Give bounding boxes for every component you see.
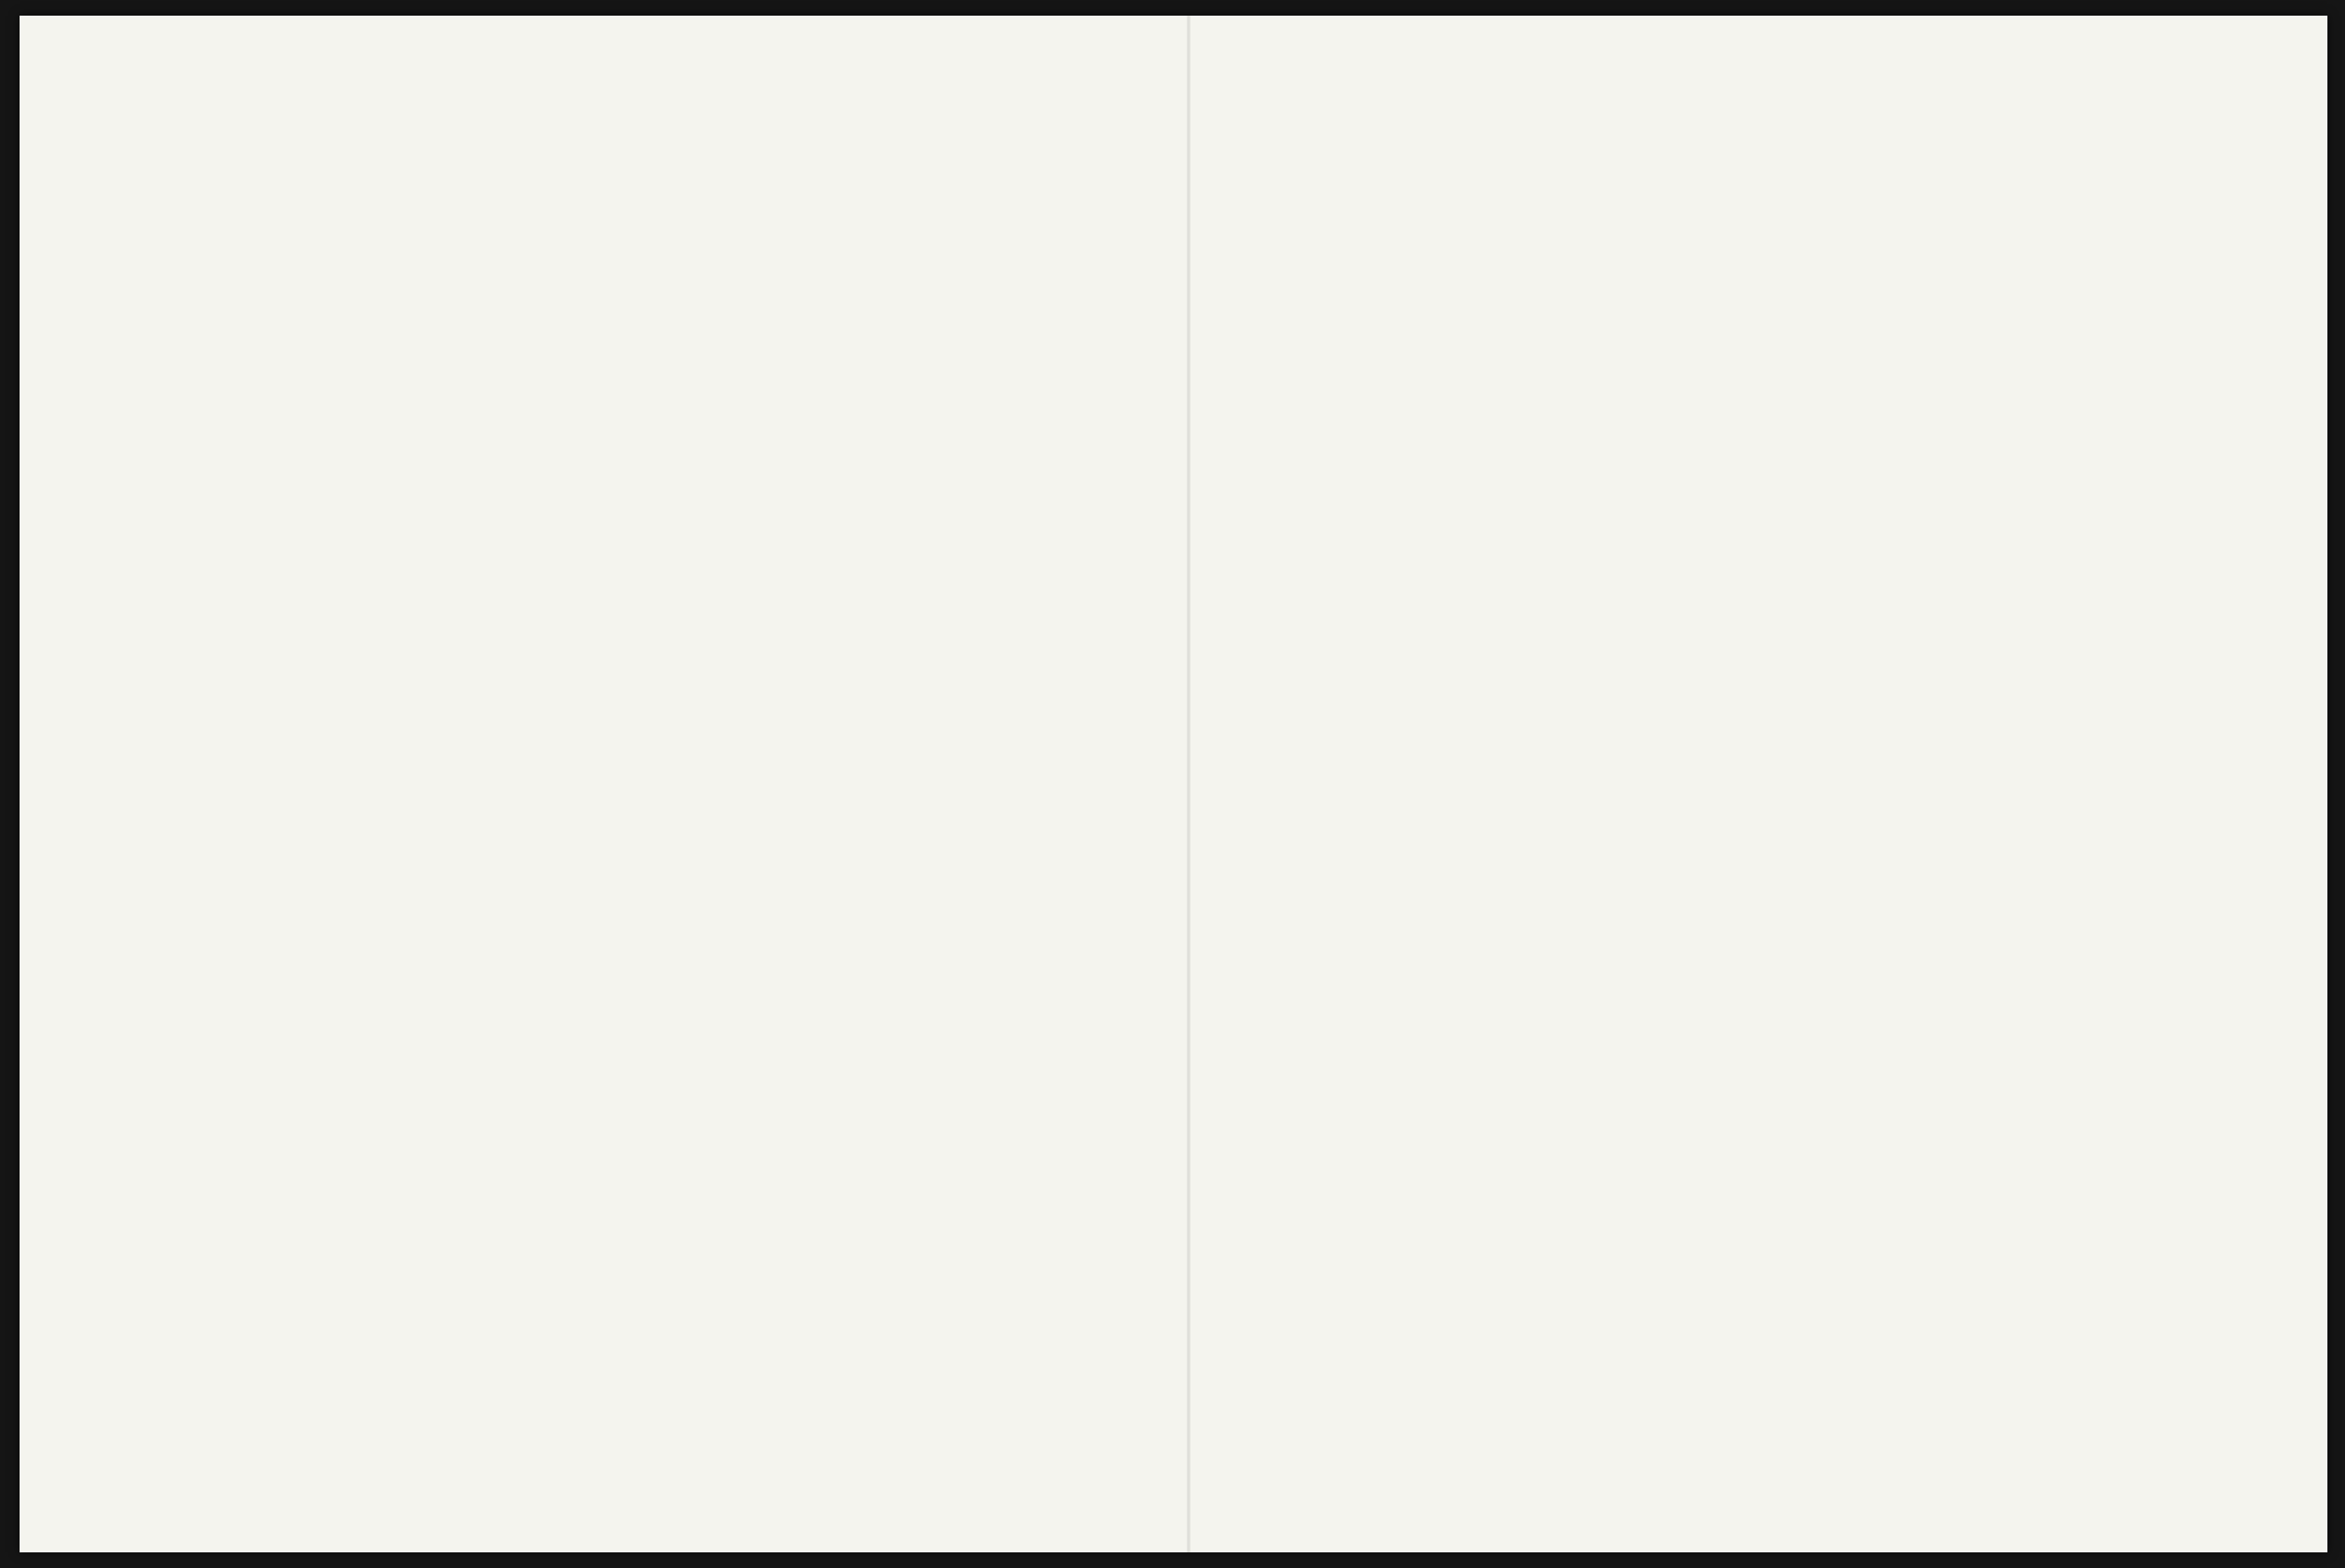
grid-lines [20, 16, 2327, 1552]
record-sheet [20, 16, 2327, 1552]
